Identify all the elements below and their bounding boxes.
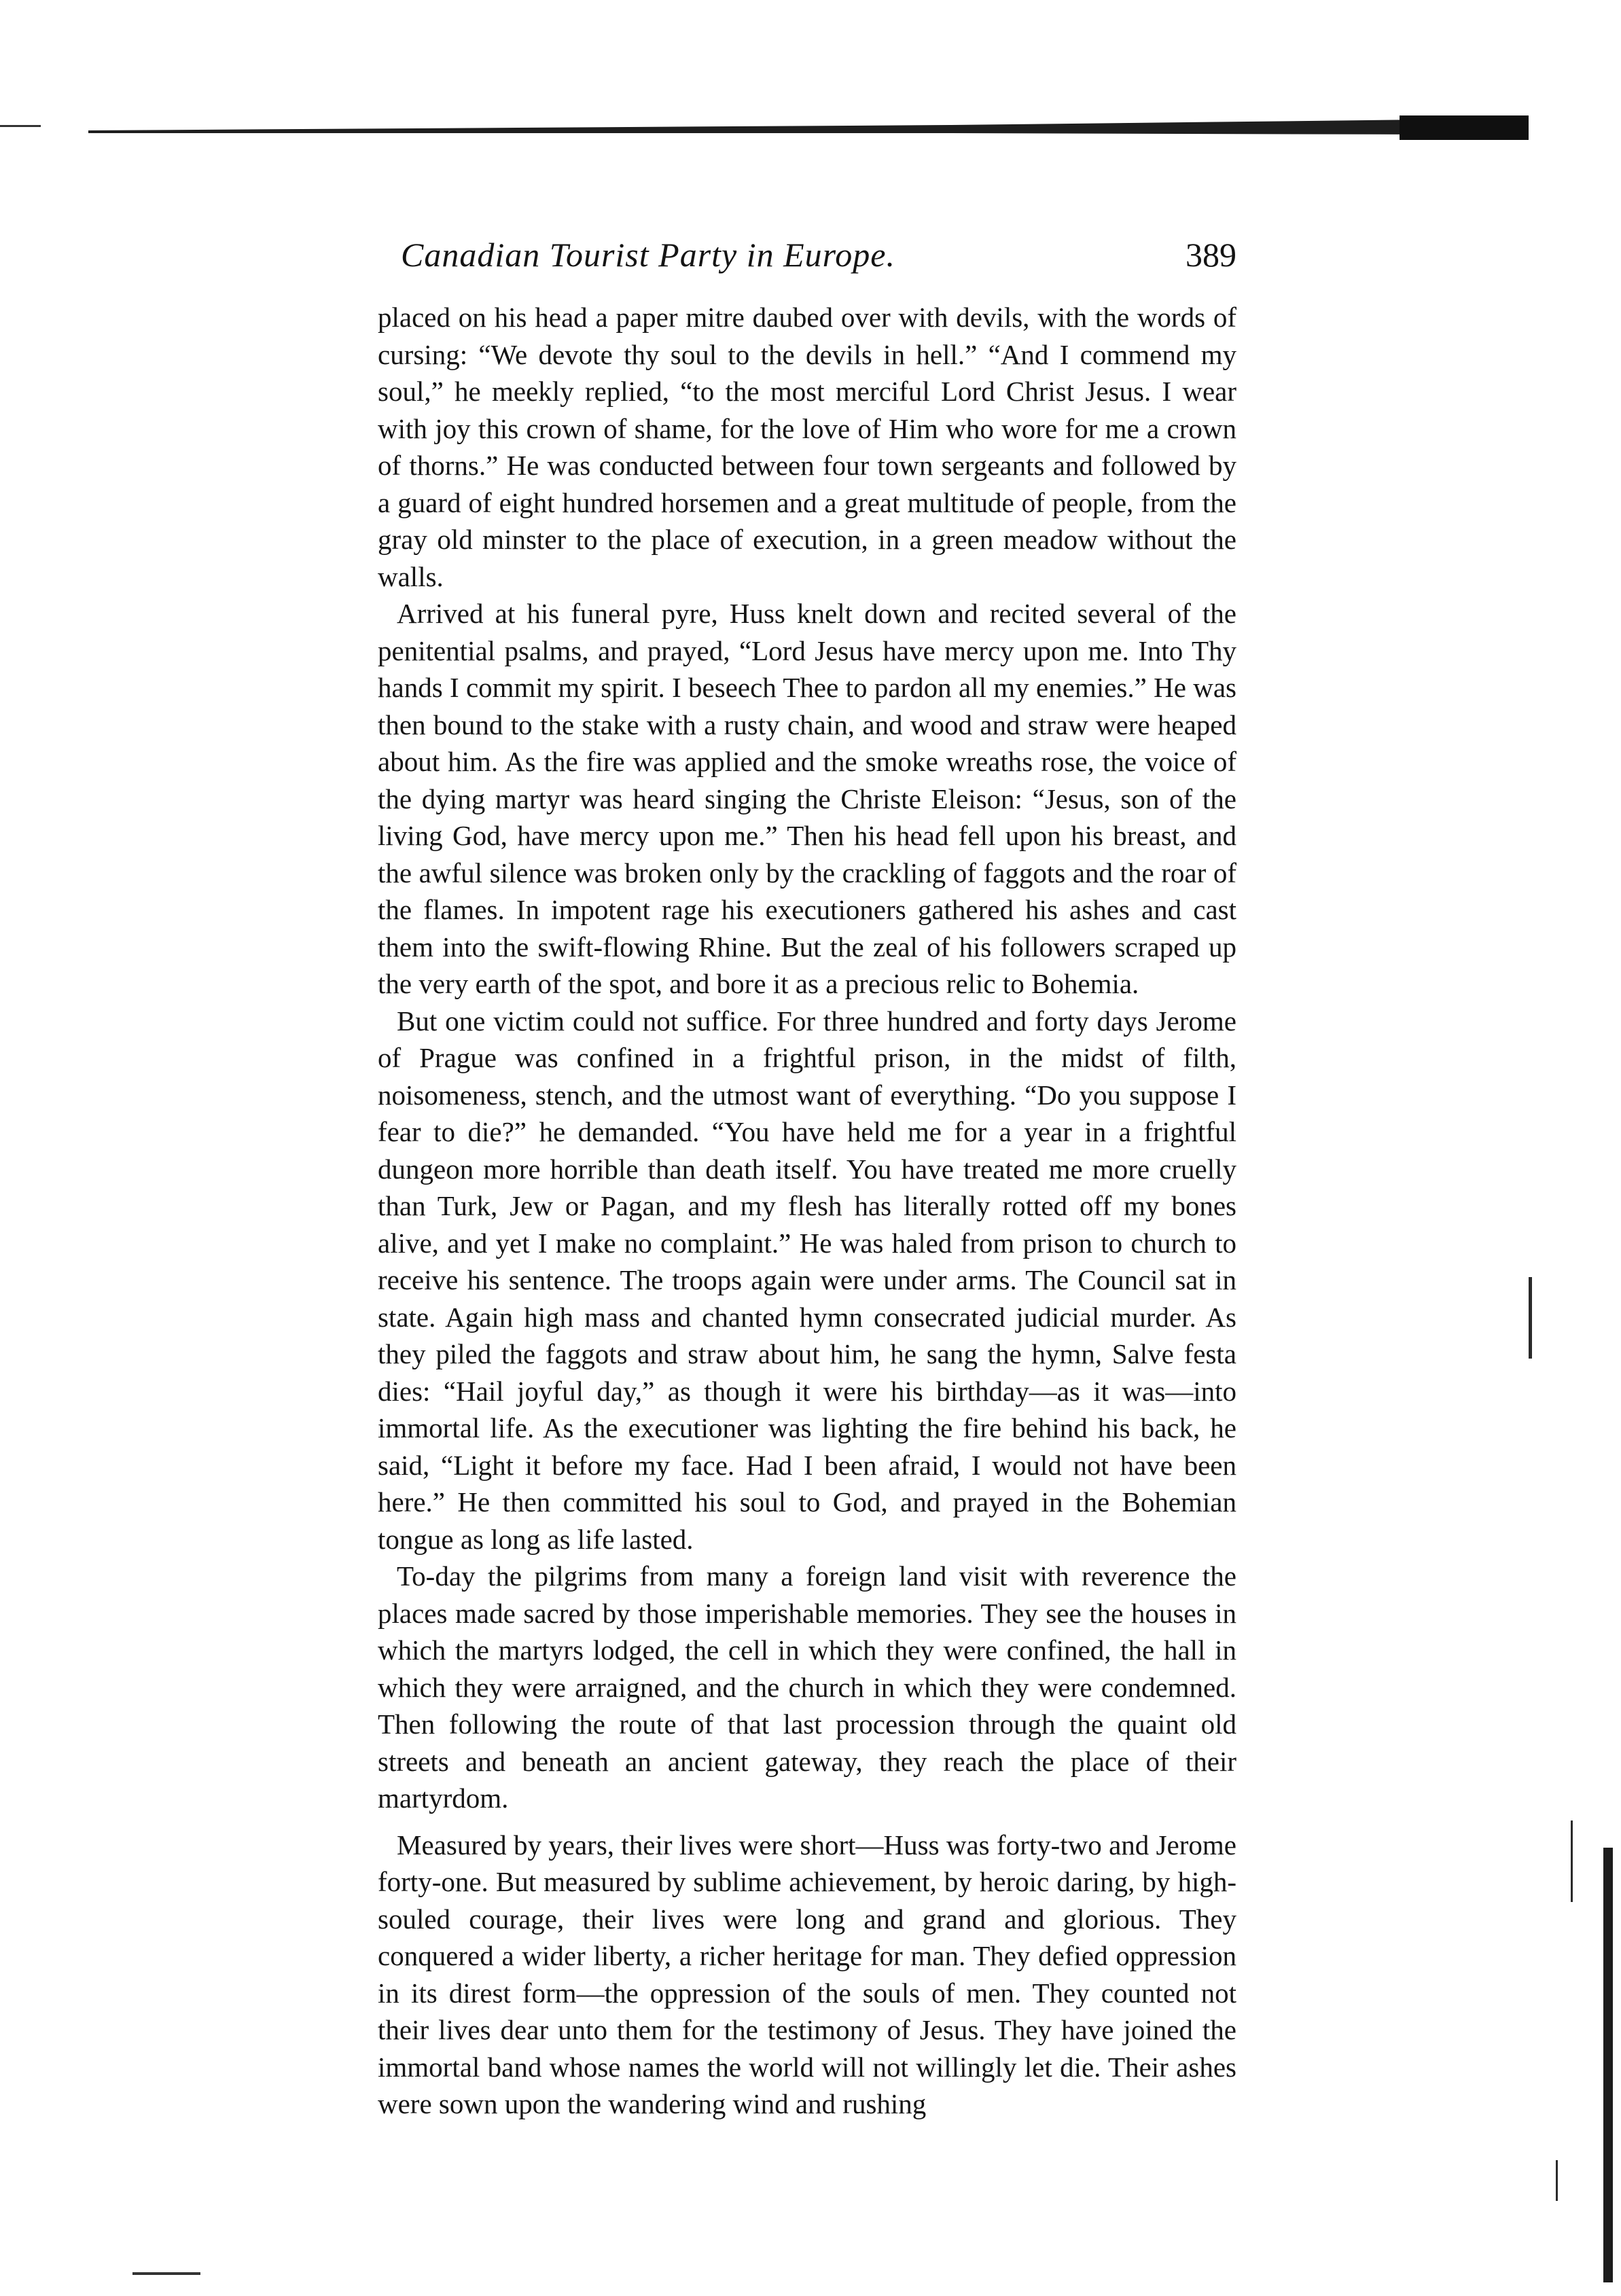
scanned-top-border [0, 115, 1621, 140]
body-text [378, 299, 1236, 2123]
page-header [401, 228, 1236, 282]
scan-artifact [1529, 1277, 1532, 1359]
paragraph-4: To-day the pilgrims from many a foreign land visit with reverence the places made sacred by those imperishable memories. They see the houses in which the martyrs lodged, the cell in which they were confined, the hall in which they were arraigned, and the church in which they were condemned. Then following the route of that last procession through the quaint old streets and beneath an ancient gateway, they reach the place of their martyrdom. [378, 1560, 1236, 1814]
page-number: 389 [1186, 236, 1236, 274]
paragraph-1: placed on his head a paper mitre daubed over with devils, with the words of cursing: “We devote thy soul to the devils in hell.” “And I commend my soul,” he meekly replied, “to the most merciful Lord Christ Jesus. I wear with joy this crown of shame, for the love of Him who wore for me a crown of thorns.” He was conducted between four town sergeants and followed by a guard of eight hundred horsemen and a great multitude of people, from the gray old minster to the place of execution, in a green meadow without the walls. [378, 302, 1236, 592]
paragraph-3: But one victim could not suffice. For three hundred and forty days Jerome of Prague was confined in a frightful prison, in the midst of filth, noisomeness, stench, and the utmost want of everything. “Do you suppose I fear to die?” he demanded. “You have held me for a year in a frightful dungeon more horrible than death itself. You have treated me more cruelly than Turk, Jew or Pagan, and my flesh has literally rotted off my bones alive, and yet I make no complaint.” He was haled from prison to church to receive his sentence. The troops again were under arms. The Council sat in state. Again high mass and chanted hymn consecrated judicial murder. As they piled the faggots and straw about him, he sang the hymn, Salve festa dies: “Hail joyful day,” as though it were his birthday—as it was—into immortal life. As the executioner was lighting the fire behind his back, he said, “Light it before my face. Had I been afraid, I would not have been here.” He then committed his soul to God, and prayed in the Bohemian tongue as long as life lasted. [378, 1005, 1236, 1555]
scan-artifact [1603, 1848, 1613, 2282]
scan-artifact [1556, 2160, 1558, 2201]
scanned-bottom-mark [132, 2272, 200, 2275]
scan-artifact [1571, 1820, 1573, 1902]
running-title: Canadian Tourist Party in Europe. [401, 236, 895, 274]
paragraph-5: Measured by years, their lives were short—Huss was forty-two and Jerome forty-one. But measured by sublime achievement, by heroic daring, by high-souled courage, their lives were long and grand and glorious. They conquered a wider liberty, a richer heritage for man. They defied oppression in its direst form—the oppression of the souls of men. They counted not their lives dear unto them for the testimony of Jesus. They have joined the immortal band whose names the world will not willingly let die. Their ashes were sown upon the wandering wind and rushing [378, 1829, 1236, 2119]
paragraph-2: Arrived at his funeral pyre, Huss knelt down and recited several of the penitential psalms, and prayed, “Lord Jesus have mercy upon me. Into Thy hands I commit my spirit. I beseech Thee to pardon all my enemies.” He was then bound to the stake with a rusty chain, and wood and straw were heaped about him. As the fire was applied and the smoke wreaths rose, the voice of the dying martyr was heard singing the Christe Eleison: “Jesus, son of the living God, have mercy upon me.” Then his head fell upon his breast, and the awful silence was broken only by the crackling of faggots and the roar of the flames. In impotent rage his executioners gathered his ashes and cast them into the swift-flowing Rhine. But the zeal of his followers scraped up the very earth of the spot, and bore it as a precious relic to Bohemia. [378, 598, 1236, 999]
